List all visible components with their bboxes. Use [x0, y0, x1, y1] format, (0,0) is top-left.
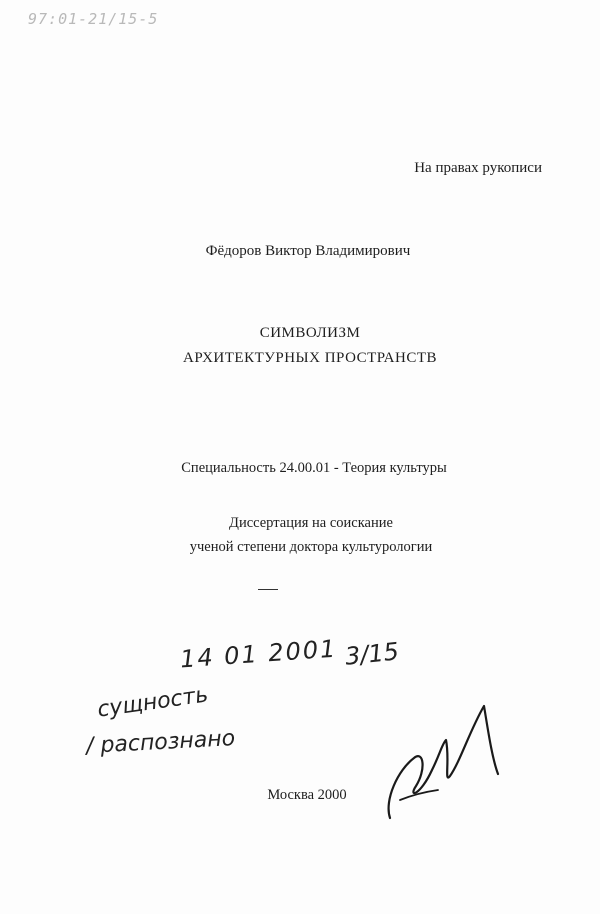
archive-stamp: 97:01-21/15-5 — [28, 10, 159, 28]
author-name: Фёдоров Виктор Владимирович — [205, 243, 411, 259]
rights-line: На правах рукописи — [414, 160, 542, 176]
signature — [380, 700, 500, 830]
title-line-2: АРХИТЕКТУРНЫХ ПРОСТРАНСТВ — [182, 350, 438, 366]
divider-dash — [258, 589, 278, 590]
handwritten-note-2: / распознано — [85, 726, 236, 759]
city-year: Москва 2000 — [267, 787, 347, 803]
handwritten-date: 14 01 2001 — [179, 634, 339, 674]
title-line-1: СИМВОЛИЗМ — [259, 325, 361, 341]
dissertation-line-1: Диссертация на соискание — [229, 515, 393, 531]
handwritten-number: 3/15 — [343, 637, 401, 671]
dissertation-line-2: ученой степени доктора культурологии — [189, 539, 433, 555]
speciality-line: Специальность 24.00.01 - Теория культуры — [181, 460, 447, 476]
handwritten-note-1: сущность — [95, 682, 210, 723]
